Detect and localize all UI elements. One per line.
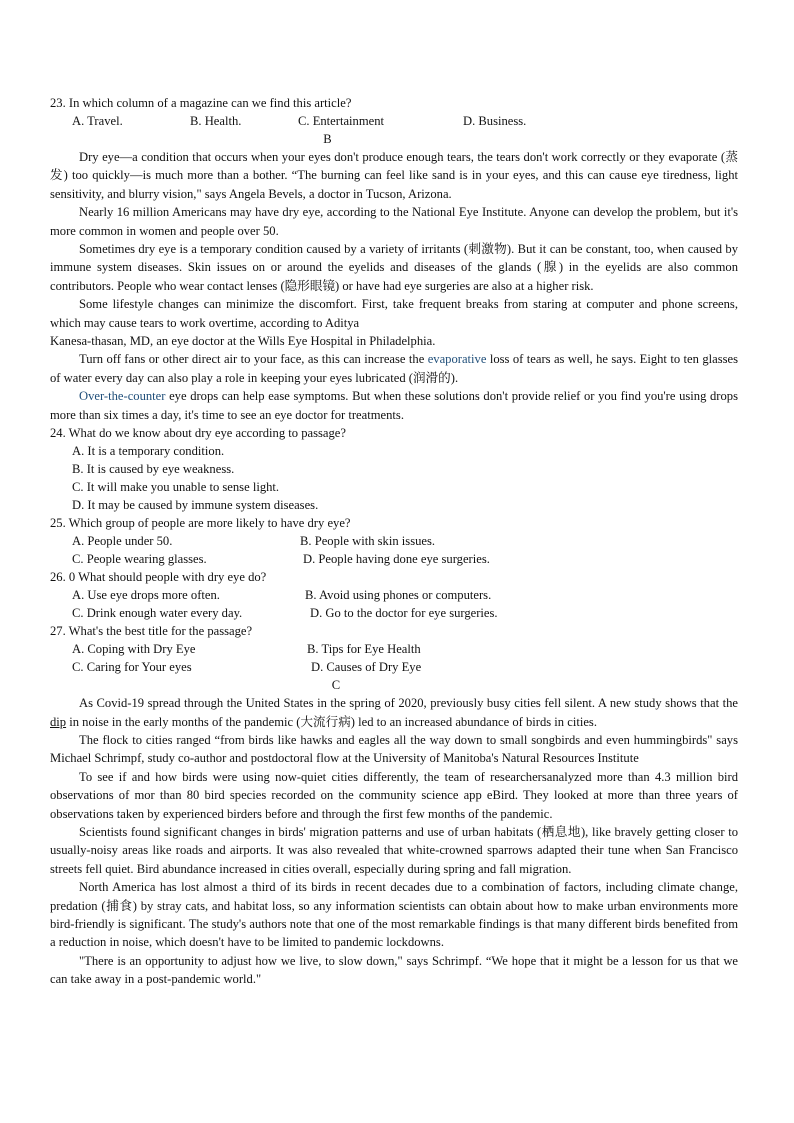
question-25: 25. Which group of people are more likely to have dry eye? bbox=[50, 516, 351, 531]
over-the-counter-link[interactable]: Over-the-counter bbox=[79, 389, 166, 404]
question-27: 27. What's the best title for the passage? bbox=[50, 624, 253, 639]
passage-c-paragraph-4: Scientists found significant changes in birds' migration patterns and use of urban habitats (栖息地), like bravely getting closer to usually-noisy areas like roads and airports. It was also revealed that white-crowned sparrows adapted their tune when San Francisco streets fell quiet. Bird abundance increased in cities overall, especially during spring and fall migration. bbox=[50, 824, 738, 876]
question-27-options-row-2 bbox=[50, 658, 738, 676]
passage-b-paragraph-3: Sometimes dry eye is a temporary condition caused by a variety of irritants (刺激物). But it can be constant, too, when caused by immune system diseases. Skin issues on or around the eyelids and diseases of the glands (腺) in the eyelids are also common contributors. People who wear contact lenses (隐形眼镜) or have had eye surgeries are also at a higher risk. bbox=[50, 242, 738, 293]
question-24-option-a-row bbox=[50, 442, 738, 460]
passage-c-paragraph-2: The flock to cities ranged “from birds like hawks and eagles all the way down to small songbirds and even hummingbirds" says Michael Schrimpf, study co-author and postdoctoral flow at the University of Manitoba's Natural Resources Institute bbox=[50, 732, 738, 766]
option-c: C. It will make you unable to sense light. bbox=[72, 480, 280, 495]
question-25-options-row-2 bbox=[50, 550, 738, 568]
question-24-option-d-row bbox=[50, 496, 738, 514]
question-26: 26. 0 What should people with dry eye do? bbox=[50, 570, 267, 585]
passage-b-label: B bbox=[323, 132, 332, 146]
option-d: D. Causes of Dry Eye bbox=[311, 660, 422, 675]
option-d: D. It may be caused by immune system diseases. bbox=[72, 498, 319, 513]
passage-b-paragraph-2: Nearly 16 million Americans may have dry eye, according to the National Eye Institute. Anyone can develop the problem, but it's more common in women and people over 50. bbox=[50, 205, 738, 238]
paragraph-1-text: As Covid-19 spread through the United States in the spring of 2020, previously busy cities fell silent. A new study shows that the bbox=[79, 696, 738, 711]
option-a: A. People under 50. bbox=[72, 534, 173, 549]
passage-c-paragraph-1 bbox=[50, 694, 738, 731]
option-b: B. Avoid using phones or computers. bbox=[305, 588, 492, 603]
option-a: A. Use eye drops more often. bbox=[72, 588, 220, 603]
option-c: C. Caring for Your eyes bbox=[72, 660, 192, 675]
passage-c-paragraph-6: "There is an opportunity to adjust how we live, to slow down," says Schrimpf. “We hope that it might be a lesson for us that we can take away in a post-pandemic world." bbox=[50, 953, 738, 987]
passage-c-paragraph-3: To see if and how birds were using now-quiet cities differently, the team of researchersanalyzed more than 4.3 million bird observations of mor than 80 bird species recorded on the community science app eBird. They looked at more than three years of observations taken by experienced birders before and through the first few months of the pandemic. bbox=[50, 769, 738, 821]
passage-c-paragraph-5: North America has lost almost a third of its birds in recent decades due to a combination of factors, including climate change, predation (捕食) by stray cats, and habitat loss, so any information scientists can obtain about how to make urban environments more bird-friendly is significant. The study's authors note that one of the most remarkable findings is that many different birds benefited from a reduction in noise, which doesn't have to be limited to pandemic lockdowns. bbox=[50, 880, 738, 950]
passage-b-paragraph-4 bbox=[50, 295, 738, 332]
paragraph-1-text-end: in noise in the early months of the pandemic (大流行病) led to an increased abundance of birds in cities. bbox=[66, 714, 597, 729]
option-b: B. Tips for Eye Health bbox=[307, 642, 421, 657]
question-26-options-row-1 bbox=[50, 586, 738, 604]
passage-b-paragraph-1: Dry eye—a condition that occurs when your eyes don't produce enough tears, the tears don't work correctly or they evaporate (蒸发) too quickly—is much more than a bother. “The burning can feel like sand is in your eyes, and this can cause eye tiredness, light sensitivity, and blurry vision," says Angela Bevels, a doctor in Tucson, Arizona. bbox=[50, 150, 738, 201]
question-23-options bbox=[50, 112, 738, 130]
option-c: C. Drink enough water every day. bbox=[72, 606, 243, 621]
question-24-option-b-row bbox=[50, 460, 738, 478]
option-d: D. Business. bbox=[463, 114, 527, 128]
question-26-options-row-2 bbox=[50, 604, 738, 622]
underlined-word-dip: dip bbox=[50, 714, 67, 729]
passage-c-label: C bbox=[331, 678, 341, 693]
option-a: A. Coping with Dry Eye bbox=[72, 642, 196, 657]
paragraph-4-part-1: Some lifestyle changes can minimize the discomfort. First, take frequent breaks from staring at computer and phone screens, which may cause tears to work overtime, according to Aditya bbox=[50, 297, 738, 330]
question-27-options-row-1 bbox=[50, 640, 738, 658]
question-25-options-row-1 bbox=[50, 532, 738, 550]
passage-b-paragraph-6 bbox=[50, 387, 738, 424]
exam-page bbox=[50, 94, 738, 989]
paragraph-5-text-end: loss of tears as well, he says. Eight to ten glasses of water every day can also play a role in keeping your eyes lubricated (润滑的). bbox=[50, 352, 738, 385]
option-a: A. It is a temporary condition. bbox=[72, 444, 225, 459]
question-23: 23. In which column of a magazine can we find this article? bbox=[50, 96, 352, 110]
option-b: B. It is caused by eye weakness. bbox=[72, 462, 235, 477]
paragraph-5-text: Turn off fans or other direct air to your face, as this can increase the bbox=[79, 352, 428, 367]
paragraph-6-text: eye drops can help ease symptoms. But when these solutions don't provide relief or you find you're using drops more than six times a day, it's time to see an eye doctor for treatments. bbox=[50, 389, 738, 422]
paragraph-4-part-2: Kanesa-thasan, MD, an eye doctor at the Wills Eye Hospital in Philadelphia. bbox=[50, 334, 436, 349]
option-d: D. Go to the doctor for eye surgeries. bbox=[310, 606, 498, 621]
option-c: C. People wearing glasses. bbox=[72, 552, 207, 567]
passage-b-paragraph-5 bbox=[50, 350, 738, 387]
option-c: C. Entertainment bbox=[298, 114, 385, 128]
evaporative-link[interactable]: evaporative bbox=[427, 352, 487, 367]
option-d: D. People having done eye surgeries. bbox=[303, 552, 490, 567]
option-b: B. People with skin issues. bbox=[300, 534, 436, 549]
option-b: B. Health. bbox=[190, 114, 242, 128]
question-24-option-c-row bbox=[50, 478, 738, 496]
question-24: 24. What do we know about dry eye according to passage? bbox=[50, 426, 346, 441]
option-a: A. Travel. bbox=[72, 114, 123, 128]
